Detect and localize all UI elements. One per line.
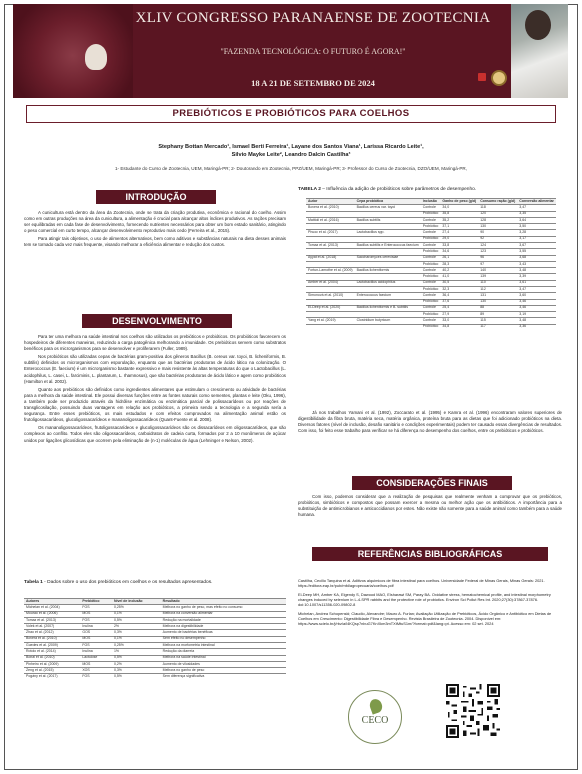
table-cell: 0,25% (112, 642, 161, 648)
table-cell: 35,8 (440, 211, 478, 217)
table-cell: Ayyat et al. (2018) (306, 255, 355, 261)
table-cell: Bacillus licheniformis e B. subtilis (355, 305, 421, 311)
table-cell: Phuoc et al. (2017) (306, 230, 355, 236)
table2-caption-label: TABELA 2 (298, 187, 321, 192)
table-cell: 33,0 (440, 318, 478, 324)
consider-paragraph-1: Com isso, podemos considerar que a realização de pesquisas que realmente venham a comprovar que os prebióticos, probióticos, simbióticos e compostos que possam exercer a mesma ou melhor ação que os antibióticos. A importância para a substituição de antimicrobianos e anticoccidianos por estes. Não existe não somente para a saúde animal como também para a saúde humana. (298, 494, 562, 518)
table-cell: GOS (80, 630, 112, 636)
table-header-cell: Cepa probiótica (355, 199, 421, 205)
table-cell: Controle (421, 230, 441, 236)
table-cell: 3,48 (517, 318, 556, 324)
table-cell: Tomaz et al. (2013) (306, 242, 355, 248)
table-cell: Lactulose (80, 655, 112, 661)
table-cell: 0,1% (112, 636, 161, 642)
table-cell: 32,3 (440, 286, 478, 292)
table-cell: MOS (80, 636, 112, 642)
table-cell: Pinheiro et al. (2009) (24, 661, 80, 667)
table-cell: 3,64 (517, 217, 556, 223)
table-cell: 0,3% (112, 668, 161, 674)
table-cell (306, 324, 355, 330)
table-cell: FOS (80, 674, 112, 680)
zootecnia-emblem-icon (85, 44, 107, 70)
table-cell: Probiótico (421, 299, 441, 305)
table-cell: Zhao et al. (2012) (24, 630, 80, 636)
table-cell: Lactobacillus spp. (355, 230, 421, 236)
table-cell: 30,5 (440, 280, 478, 286)
table-cell: 130 (478, 299, 517, 305)
table-cell (355, 324, 421, 330)
consider-text (298, 494, 562, 520)
table-cell: 3,67 (517, 242, 556, 248)
table-cell: Sem efeito no desempenho (161, 636, 286, 642)
table-cell: Bovera et al. (2010) (24, 636, 80, 642)
table-cell: 3,50 (517, 224, 556, 230)
table-cell: 112 (478, 286, 517, 292)
table-cell: 41,0 (440, 274, 478, 280)
table-cell: Inulina (80, 624, 112, 630)
conference-date: 18 A 21 DE SETEMBRO DE 2024 (251, 78, 375, 88)
table-cell: 3,39 (517, 274, 556, 280)
table1-caption-label: Tabela 1 (24, 580, 43, 585)
table-cell: 3,17 (517, 236, 556, 242)
table2-discussion (298, 410, 562, 436)
intro-text (24, 210, 286, 251)
table-cell: 36,4 (440, 293, 478, 299)
table1-caption (24, 580, 286, 586)
table-cell: 88 (478, 305, 517, 311)
table-cell: Bacillus subtilis (355, 217, 421, 223)
table-cell: 27,4 (440, 230, 478, 236)
table-cell: Probiótico (421, 211, 441, 217)
table-cell: 34,8 (440, 324, 478, 330)
table-cell: 2% (112, 624, 161, 630)
table-cell: Michelan et al. (2004) (24, 605, 80, 611)
table-cell: 3,46 (517, 305, 556, 311)
dev-paragraph-4: Os mananoligossacarídeos, frutoligossacarídeos e glucoligossacarídeos são os dissacarídeos em oligossacarídeos, que são complexos ao conflito. Todos eles são oligossacarídeos, carboidratos de cadeia curta, formados por 2 a 10 monômeros de açúcar unidos por ligações glicosídicas que ocorrem pela eliminação de (n-1) moléculas de água (Lehninger e Nelson, 2002). (24, 425, 286, 443)
table-cell: Controle (421, 217, 441, 223)
reference-2: El-Deep MH, Amber KA, Elgendy S, Dawood MAO, Elsharawi SM, Paray BA. Oxidative stress, hematochemical profile, and intestinal morphometry changes induced by selenium in L-4-SPR rabbits and the protective role of probiotics. Environ Sci Pollut Res Int. 2020;27(30):37867-37876. doi:10.1007/s11356-020-09802-8 (298, 591, 551, 608)
university-seal-icon (491, 70, 507, 86)
ceco-leaf-logo-icon (348, 690, 402, 744)
table-cell: Controle (421, 255, 441, 261)
table-cell: Melhora no ganho de peso (161, 668, 286, 674)
table-cell: 34,0 (440, 205, 478, 211)
table-header-cell: Prebiótico (80, 599, 112, 605)
table2-probiotics (306, 198, 556, 330)
dev-text (24, 334, 286, 446)
table-cell: 3,47 (517, 205, 556, 211)
table-cell: 40,2 (440, 268, 478, 274)
table-cell: Zeng et al. (2015) (24, 668, 80, 674)
table-cell: Melhora na morfometria intestinal (161, 642, 286, 648)
table-cell: 3,60 (517, 293, 556, 299)
table-cell: 37,1 (440, 224, 478, 230)
table-cell: 110 (478, 280, 517, 286)
table-cell: 3,48 (517, 268, 556, 274)
table-cell: 128 (478, 217, 517, 223)
table-cell: Guedes et al. (2009) (24, 642, 80, 648)
section-heading-refs: REFERÊNCIAS BIBLIOGRÁFICAS (312, 547, 548, 561)
table-cell: Bacillus licheniformis (355, 268, 421, 274)
qr-code-icon[interactable] (446, 684, 500, 738)
conference-theme: "FAZENDA TECNOLÓGICA: O FUTURO É AGORA!" (220, 47, 406, 56)
table-cell: 90 (478, 230, 517, 236)
table-header-cell: Consumo ração (g/d) (478, 199, 517, 205)
dev-paragraph-1: Para ter uma melhora na saúde intestinal nos coelhos são utilizados os prebióticos e probióticos. Os probióticos favorecem os hospedeiros de diferentes maneiras, reduzindo a carga patogênica melhorando a imunidade. Os prebióticos servem como substratos benéficos para os microrganismos para se desenvolver e proliferarem (Fuller, 1989). (24, 334, 286, 352)
table-cell: Mattioli et al. (2016) (306, 217, 355, 223)
table-cell: Bacillus cereus var. toyoi (355, 205, 421, 211)
table-cell: 3,43 (517, 261, 556, 267)
table-cell: 3,35 (517, 211, 556, 217)
table-cell: Controle (421, 268, 441, 274)
table-cell: 96 (478, 255, 517, 261)
author-list (20, 143, 562, 159)
section-heading-dev: DESENVOLVIMENTO (82, 314, 232, 328)
table-cell: 37,6 (440, 299, 478, 305)
table-cell: 0,2% (112, 661, 161, 667)
reference-3: Michelan, Andrea Schopenski; Claudio, Alexandre; Mauro A. Furlan; Avaliação Utilização de Prebióticos, Ácido Orgânico e Antibiótico em Dietas de Coelhos em Crescimento: Digestibilidade Fibra e Desempenho. Revista Brasileira de Zootecnia. 2004. Disponível em: https://www.scielo.br/j/rbz/a/l4KQsp7nbuG7KnXkm3mTXtMtuS1m/?format=pdf&lang=pt. Acesso em: 02 set. 2024 (298, 610, 552, 627)
person-head-shape (525, 10, 551, 40)
dev-paragraph-2: Nos probióticos são utilizadas cepas de bactérias gram-positiva dos gêneros Bacillus (B. cereus var. toyoi, B. licheniformis, B. subtilis) definidos os microrganismos com esporulação, enquanto que as bactérias produtoras de ácido lático na colonização. O Enterococcus (E. faecium) é um microrganismo bastante expressivo e mais resistente às altas temperaturas do que o Lactobacillus (L. acidophilus, L. casei, L. farciminis, L. plantarum, L. rhamnosus), que são bactérias produtoras de ácido lático e agem como probióticos (Hamilton et al. 2002). (24, 354, 286, 384)
table-cell: 124 (478, 242, 517, 248)
table-cell: XOS (80, 668, 112, 674)
table-cell: Controle (421, 280, 441, 286)
table-cell: Probiótico (421, 274, 441, 280)
table-cell: 97 (478, 261, 517, 267)
table-cell: 140 (478, 268, 517, 274)
table-cell: Bonai et al. (2010) (24, 655, 80, 661)
table-cell: Controle (421, 293, 441, 299)
author-line-2: Silvio Mayke Leite², Leandro Dalcin Castilha³ (231, 152, 351, 158)
table-cell: MOS (80, 611, 112, 617)
table-cell: 0,5% (112, 674, 161, 680)
section-heading-intro: INTRODUÇÃO (96, 190, 216, 204)
table-cell: Saccharomyces cerevisiae (355, 255, 421, 261)
table-cell: Bovera et al. (2010) (306, 205, 355, 211)
affiliations: 1- Estudante do Curso de Zootecnia, UEM, Maringá-PR; 2- Doutorando em Zootecnia, PPZ/UEM, Maringá-PR; 3- Professor do Curso de Zootecnia, DZO/UEM, Maringá-PR, (114, 166, 468, 171)
table-cell: Amber et al. (2004) (306, 280, 355, 286)
conference-title: XLIV CONGRESSO PARANAENSE DE ZOOTECNIA (135, 10, 491, 26)
intro-paragraph-2: Para atingir tais objetivos, o uso de alimentos alternativos, bem como aditivos e substâncias naturais na dieta desses animais tem se tornado cada vez mais frequente, visando melhorar a eficiência alimentar e redução dos custos. (24, 236, 286, 248)
table-cell: FOS (80, 617, 112, 623)
table-cell: 89 (478, 312, 517, 318)
table-row (24, 674, 286, 680)
table-cell: 0,25% (112, 605, 161, 611)
table-header-cell: Resultado (161, 599, 286, 605)
table-cell: Bacillus subtilis e Enterococcus faecium (355, 242, 421, 248)
table-cell: Melhora na saúde intestinal (161, 655, 286, 661)
table-cell: 131 (478, 293, 517, 299)
table-cell: Mourao et al. (2006) (24, 611, 80, 617)
table-cell: 118 (478, 205, 517, 211)
conference-banner (13, 4, 568, 98)
table-cell: Clostridium butyricum (355, 318, 421, 324)
table-cell: 26,1 (440, 255, 478, 261)
table2-note: Já nos trabalhos Yamani et al. (1992), Zoccarato et al. (1995) e Kamra et al. (1996) encontraram valores superiores de digestibilidade da fibra bruta, matéria seca, matéria orgânica, proteína bruta para as dietas que foi adicionado probióticos na dieta. Diversos fatores (nível de inclusão, desafio sanitário e condições experimentais) podem ter causado essas divergências de resultados. Com isso, foi feito esse trabalho para verificar se há diferença no desempenho dos coelhos, entre os prebióticos e probióticos. (298, 410, 562, 434)
table2-caption-text: – Influência da adição de probióticos sobre parâmetros de desempenho. (320, 187, 477, 192)
table-cell: 120 (478, 211, 517, 217)
table-cell: Lactobacillus acidophilus (355, 280, 421, 286)
table-cell: 0,5% (112, 655, 161, 661)
table-cell: Controle (421, 318, 441, 324)
table-cell: 25,4 (440, 305, 478, 311)
table-header-cell: Autor (306, 199, 355, 205)
table-cell: Fortun-Lamothe et al. (2009) (306, 268, 355, 274)
table-cell: 28,3 (440, 261, 478, 267)
table-cell: 0,1% (112, 611, 161, 617)
dev-paragraph-3: Quanto aos prebióticos são definidos como ingredientes alimentares que estimulam o crescimento ou atividade de bactérias para a melhora da saúde intestinal. Ele possui diversas funções entre as fontes naturais como sementes, plantas e leite (Oku, 1996), a também pode ser produzido através da hidrólise enzimática ou enzimática parcial de polissacarídeos ou por reações de transglicosilação, possuindo duas vantagens em relação aos probióticos, a primeira sendo a tecnologia e a segunda sería a segurança. Entre esses prebióticos, os mais estudados e com efeitos comprovados na alimentação animal estão os frutoligossacarídeos, glucoligossacarídeos e mananoligossacarídeos (Quant-Fuente et al. 2008). (24, 386, 286, 423)
rabbit-photo (511, 4, 568, 98)
table-cell: 117 (478, 324, 517, 330)
table-cell: 3,28 (517, 230, 556, 236)
leaf-icon (368, 697, 384, 714)
table-cell: Sem diferença significativa (161, 674, 286, 680)
banner-swirl-decoration (13, 4, 133, 98)
table-cell: Melhora no ganho de peso, mas efeito no consumo (161, 605, 286, 611)
table-cell: 3,68 (517, 255, 556, 261)
references-list (298, 578, 562, 630)
table-cell: 0,3% (112, 630, 161, 636)
table-cell: 27,9 (440, 312, 478, 318)
table-header-cell: Nível de inclusão (112, 599, 161, 605)
table-cell: Melhora na digestibilidade (161, 624, 286, 630)
table-cell: Probiótico (421, 286, 441, 292)
table-header-cell: Inclusão (421, 199, 441, 205)
table-header-cell: Conversão alimentar (517, 199, 556, 205)
table-cell: Rotolo et al. (2014) (24, 649, 80, 655)
table-cell: Aumento de vilosidades (161, 661, 286, 667)
table-cell: Enterococcus faecium (355, 293, 421, 299)
ceco-label: CECO (361, 715, 389, 726)
table-cell: 3,36 (517, 324, 556, 330)
table-cell: Redução na mortalidade (161, 617, 286, 623)
poster-title: PREBIÓTICOS E PROBIÓTICOS PARA COELHOS (26, 105, 556, 123)
reference-1: Castilha, Cecilio Tarquina et al. Aditivos alquimicos de fibra intestinal para coelhos. Universidade Federal de Minas Gerais, Minas Gerais: 2021. https://editora.eap.br/pub/mfd/agropecuaria/coelhos.pdf (298, 578, 545, 589)
table-cell: 3,46 (517, 299, 556, 305)
table-cell: Pogány et al. (2017) (24, 674, 80, 680)
table-cell: Probiótico (421, 224, 441, 230)
table-cell: Probiótico (421, 236, 441, 242)
table-cell: 33,8 (440, 242, 478, 248)
table-cell: 3,61 (517, 280, 556, 286)
table-cell: Probiótico (421, 261, 441, 267)
section-heading-consider: CONSIDERAÇÕES FINAIS (352, 476, 512, 490)
table-cell: 130 (478, 224, 517, 230)
table-cell: Controle (421, 242, 441, 248)
table-cell: Inulina (80, 649, 112, 655)
table-cell: FOS (80, 642, 112, 648)
table-cell: 3,19 (517, 312, 556, 318)
table-cell: 115 (478, 318, 517, 324)
red-square-icon (478, 73, 486, 81)
table-cell: MOS (80, 661, 112, 667)
table-cell: Melhora na conversão alimentar (161, 611, 286, 617)
table2-caption (298, 187, 562, 193)
table-cell: Controle (421, 305, 441, 311)
table-cell: 123 (478, 249, 517, 255)
table-cell: Probiótico (421, 312, 441, 318)
table-cell: Probiótico (421, 324, 441, 330)
table-cell: 35,2 (440, 217, 478, 223)
table-cell: 29,0 (440, 236, 478, 242)
intro-paragraph-1: A cunicultura está dentro da área da Zootecnia, onde se trata da criação produtiva, econômica e racional do coelho. Assim como em outras produções na área da cunicultura, a alimentação é crucial para alcançar altos índices produtivos. As rações precisam ser equilibradas em cada fase de desenvolvimento, fornecendo nutrientes necessários para obter um bom estado sanitário, atingindo o peso comercial em curto tempo, alcançar desenvolvimento reprodutivo mais cedo (Ferreira et al., 2015). (24, 210, 286, 234)
table-cell: Yang et al. (2019) (306, 318, 355, 324)
table-cell: Controle (421, 205, 441, 211)
table-cell: Probiótico (421, 249, 441, 255)
table-cell: Simonová et al. (2010) (306, 293, 355, 299)
table-cell: 34,6 (440, 249, 478, 255)
table-cell: 0,5% (112, 617, 161, 623)
table-cell: Volek et al. (2007) (24, 624, 80, 630)
table-cell: El-Deep et al. (2020) (306, 305, 355, 311)
table-cell: Aumento de bactérias benéficas (161, 630, 286, 636)
table-row (306, 324, 556, 330)
table1-caption-text: - Dados sobre o uso dos prebióticos em coelhos e os resultados apresentados. (42, 580, 213, 585)
table-cell: 3,55 (517, 249, 556, 255)
table-cell: 1% (112, 649, 161, 655)
table1-prebiotics (24, 598, 286, 680)
table-header-cell: Autores (24, 599, 80, 605)
table-cell: FOS (80, 605, 112, 611)
table-cell: 3,47 (517, 286, 556, 292)
table-cell: Redução da diarreia (161, 649, 286, 655)
table-header-cell: Ganho de peso (g/d) (440, 199, 478, 205)
table-cell: 139 (478, 274, 517, 280)
table-cell: 92 (478, 236, 517, 242)
table-cell: Tomaz et al. (2013) (24, 617, 80, 623)
author-line-1: Stephany Bottan Mercado¹, Ismael Berti Ferreira¹, Layane dos Santos Viana¹, Larissa Ricardo Leite¹, (158, 144, 424, 150)
